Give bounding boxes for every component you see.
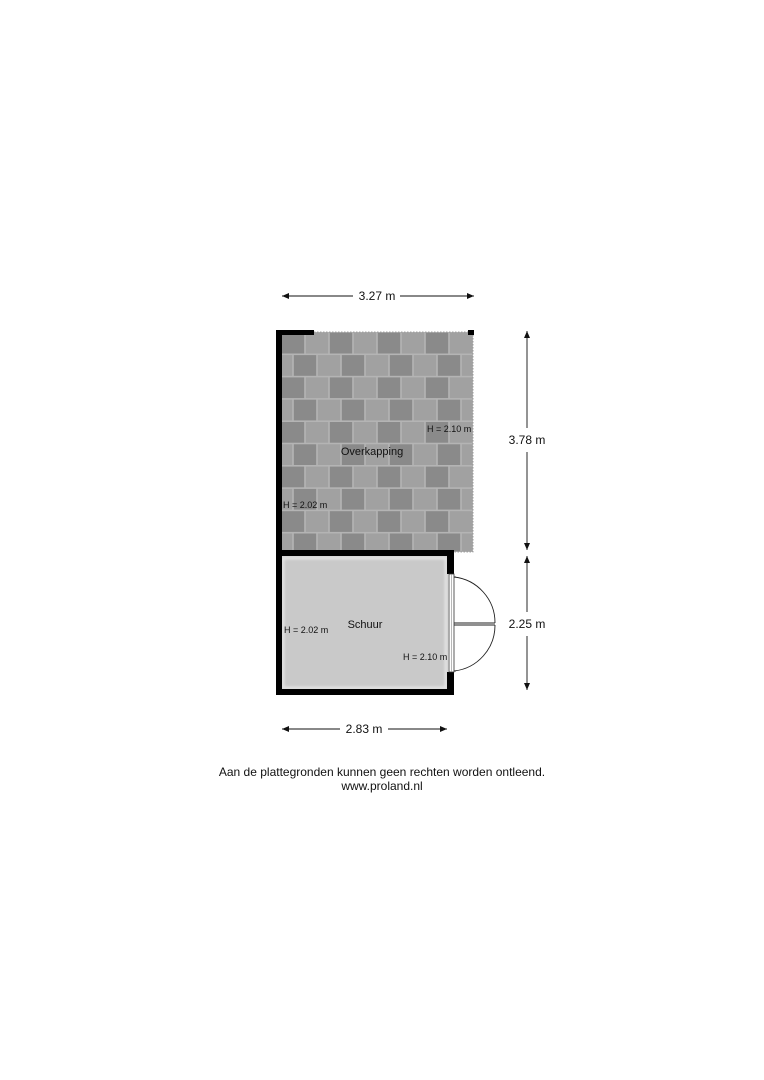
floor-tile <box>294 444 316 465</box>
dim-label-right-lower: 2.25 m <box>508 617 546 631</box>
floor-tile <box>378 511 400 532</box>
height-label-schuur-left: H = 2.02 m <box>284 625 329 635</box>
floor-tile <box>414 534 436 552</box>
wall-top-stub <box>276 330 314 335</box>
floor-tile <box>282 511 304 532</box>
floor-tile <box>462 355 472 376</box>
floor-tile <box>390 355 412 376</box>
floor-tile <box>354 467 376 488</box>
dim-label-top-width: 3.27 m <box>358 289 396 303</box>
floor-tile <box>282 534 292 552</box>
floor-tile <box>438 355 460 376</box>
floor-tile <box>462 400 472 421</box>
floor-tile <box>402 467 424 488</box>
floor-tile <box>402 422 424 443</box>
floor-tile <box>366 489 388 510</box>
floor-tile <box>414 400 436 421</box>
floor-tile <box>354 422 376 443</box>
floor-tile <box>354 511 376 532</box>
floor-tile <box>378 467 400 488</box>
floor-tile <box>282 467 304 488</box>
floor-tile <box>366 534 388 552</box>
floor-tile <box>414 489 436 510</box>
door-swing-lower <box>454 625 495 671</box>
floor-tile <box>402 333 424 354</box>
floor-tile <box>342 355 364 376</box>
floor-tile <box>462 489 472 510</box>
wall-middle <box>276 550 454 556</box>
floor-tile <box>426 377 448 398</box>
floor-tile <box>294 355 316 376</box>
double-door <box>454 577 495 671</box>
floor-tile <box>438 534 460 552</box>
floor-tile <box>306 377 328 398</box>
floor-tile <box>294 400 316 421</box>
floor-tile <box>402 511 424 532</box>
floor-tile <box>282 377 304 398</box>
overkapping-floor <box>281 332 473 552</box>
floor-tile <box>402 377 424 398</box>
dim-label-right-upper: 3.78 m <box>508 433 546 447</box>
floor-tile <box>330 467 352 488</box>
floor-tile <box>450 333 472 354</box>
floor-tile <box>330 511 352 532</box>
floor-tile <box>342 489 364 510</box>
height-label-overkapping-left: H = 2.02 m <box>283 500 328 510</box>
floor-tile <box>462 444 472 465</box>
floor-tile <box>306 511 328 532</box>
floor-tile <box>282 355 292 376</box>
floor-tile <box>450 511 472 532</box>
wall-left <box>276 330 282 695</box>
floor-tile <box>378 377 400 398</box>
floor-tile <box>366 355 388 376</box>
door-frame <box>449 574 454 672</box>
floor-tile <box>378 422 400 443</box>
floor-tile <box>450 377 472 398</box>
floor-tile <box>306 467 328 488</box>
floor-tile <box>438 444 460 465</box>
floor-tile <box>330 377 352 398</box>
floor-tile <box>318 444 340 465</box>
floor-tile <box>282 400 292 421</box>
floor-tile <box>390 534 412 552</box>
floor-tile <box>426 333 448 354</box>
floor-tile <box>366 400 388 421</box>
footer-disclaimer: Aan de plattegronden kunnen geen rechten worden ontleend. <box>218 765 546 779</box>
footer-website: www.proland.nl <box>341 779 423 793</box>
floor-tile <box>342 534 364 552</box>
floor-tile <box>306 333 328 354</box>
floor-tile <box>342 400 364 421</box>
floor-tile <box>450 467 472 488</box>
floor-tile <box>426 467 448 488</box>
floor-tile <box>438 400 460 421</box>
wall-right-lower <box>447 672 454 695</box>
floor-tile <box>282 422 304 443</box>
floor-tile <box>330 422 352 443</box>
floor-tile <box>414 444 436 465</box>
floor-tile <box>354 333 376 354</box>
floor-tile <box>354 377 376 398</box>
floor-tile <box>282 444 292 465</box>
room-label-schuur: Schuur <box>347 619 383 631</box>
dim-label-bottom-width: 2.83 m <box>345 722 383 736</box>
floor-tile <box>462 534 472 552</box>
floor-tile <box>330 333 352 354</box>
room-label-overkapping: Overkapping <box>340 446 404 458</box>
floor-tile <box>378 333 400 354</box>
floor-tile <box>390 400 412 421</box>
wall-right-upper <box>447 550 454 574</box>
floor-tile <box>414 355 436 376</box>
floor-tile <box>318 355 340 376</box>
height-label-schuur-right: H = 2.10 m <box>403 652 448 662</box>
floor-tile <box>390 489 412 510</box>
floor-tile <box>318 400 340 421</box>
wall-top-right-post <box>468 330 474 335</box>
floor-tile <box>306 422 328 443</box>
floor-tile <box>438 489 460 510</box>
floor-tile <box>294 534 316 552</box>
floor-tile <box>426 511 448 532</box>
wall-bottom <box>276 689 454 695</box>
floor-tile <box>318 534 340 552</box>
floor-tile <box>282 333 304 354</box>
height-label-overkapping-right: H = 2.10 m <box>427 424 472 434</box>
door-swing-upper <box>454 577 495 623</box>
